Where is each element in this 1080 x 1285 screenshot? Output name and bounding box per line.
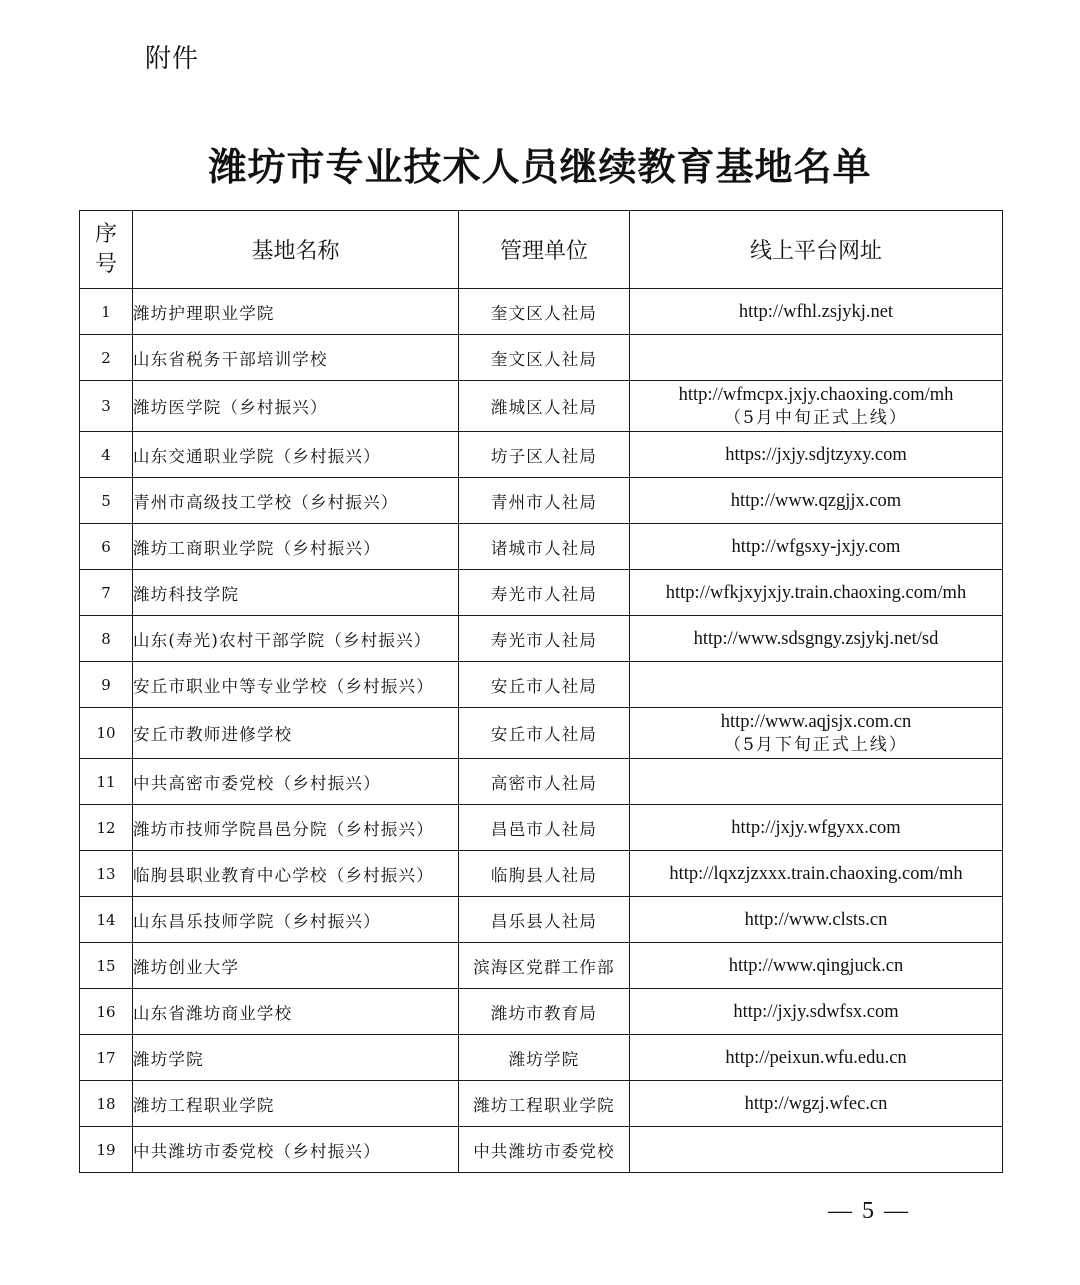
row-number: 13: [80, 851, 133, 897]
column-header-no: [80, 211, 133, 289]
managing-unit: 坊子区人社局: [459, 432, 630, 478]
launch-note: （5月下旬正式上线）: [724, 735, 908, 755]
base-name: 中共潍坊市委党校（乡村振兴）: [133, 1127, 459, 1173]
platform-url-cell: [630, 805, 1003, 851]
managing-unit: 临朐县人社局: [459, 851, 630, 897]
base-name: 中共高密市委党校（乡村振兴）: [133, 759, 459, 805]
platform-url: http://www.qingjuck.cn: [728, 955, 904, 976]
attachment-label: 附件: [145, 44, 200, 74]
platform-url-cell: [630, 897, 1003, 943]
row-number: 16: [80, 989, 133, 1035]
table-row: [80, 662, 1003, 708]
managing-unit: 潍坊市教育局: [459, 989, 630, 1035]
row-number: 5: [80, 478, 133, 524]
platform-url-cell: [630, 570, 1003, 616]
table-row: [80, 1081, 1003, 1127]
table-row: [80, 1035, 1003, 1081]
base-name: 青州市高级技工学校（乡村振兴）: [133, 478, 459, 524]
platform-url-cell: [630, 1127, 1003, 1173]
base-name: 潍坊科技学院: [133, 570, 459, 616]
platform-url-cell: [630, 335, 1003, 381]
row-number: 1: [80, 289, 133, 335]
managing-unit: 潍坊工程职业学院: [459, 1081, 630, 1127]
table-row: [80, 524, 1003, 570]
row-number: 17: [80, 1035, 133, 1081]
column-header-no-line1: 序: [94, 221, 117, 247]
table-row: [80, 989, 1003, 1035]
platform-url: http://jxjy.sdwfsx.com: [733, 1001, 899, 1022]
base-name: 潍坊医学院（乡村振兴）: [133, 381, 459, 432]
column-header-url: 线上平台网址: [630, 211, 1003, 289]
platform-url: http://jxjy.wfgyxx.com: [731, 817, 901, 838]
table-row: [80, 570, 1003, 616]
platform-url: http://wfhl.zsjykj.net: [738, 301, 894, 322]
platform-url-cell: [630, 289, 1003, 335]
platform-url: https://jxjy.sdjtzyxy.com: [725, 444, 907, 465]
managing-unit: 潍坊学院: [459, 1035, 630, 1081]
table-row: [80, 943, 1003, 989]
platform-url-cell: [630, 524, 1003, 570]
table-row: [80, 851, 1003, 897]
column-header-no-line2: 号: [94, 251, 117, 277]
base-name: 潍坊工商职业学院（乡村振兴）: [133, 524, 459, 570]
table-body: [80, 289, 1003, 1173]
base-name: 潍坊创业大学: [133, 943, 459, 989]
table-row: [80, 478, 1003, 524]
base-name: 安丘市职业中等专业学校（乡村振兴）: [133, 662, 459, 708]
platform-url: http://www.aqjsjx.com.cn: [720, 712, 912, 732]
column-header-name: 基地名称: [133, 211, 459, 289]
managing-unit: 潍城区人社局: [459, 381, 630, 432]
managing-unit: 诸城市人社局: [459, 524, 630, 570]
row-number: 10: [80, 708, 133, 759]
row-number: 19: [80, 1127, 133, 1173]
row-number: 9: [80, 662, 133, 708]
base-name: 潍坊护理职业学院: [133, 289, 459, 335]
table-header: [80, 211, 1003, 289]
table-row: [80, 708, 1003, 759]
base-name: 潍坊学院: [133, 1035, 459, 1081]
row-number: 6: [80, 524, 133, 570]
row-number: 3: [80, 381, 133, 432]
platform-url-cell: [630, 478, 1003, 524]
platform-url: http://wfmcpx.jxjy.chaoxing.com/mh: [678, 385, 954, 405]
row-number: 15: [80, 943, 133, 989]
platform-url-cell: [630, 1035, 1003, 1081]
base-name: 临朐县职业教育中心学校（乡村振兴）: [133, 851, 459, 897]
row-number: 7: [80, 570, 133, 616]
platform-url: http://wfgsxy-jxjy.com: [731, 536, 901, 557]
base-name: 山东交通职业学院（乡村振兴）: [133, 432, 459, 478]
managing-unit: 滨海区党群工作部: [459, 943, 630, 989]
managing-unit: 寿光市人社局: [459, 570, 630, 616]
table-row: [80, 759, 1003, 805]
managing-unit: 安丘市人社局: [459, 708, 630, 759]
row-number: 2: [80, 335, 133, 381]
platform-url: http://wfkjxyjxjy.train.chaoxing.com/mh: [665, 582, 967, 603]
platform-url-cell: [630, 381, 1003, 432]
table-row: [80, 897, 1003, 943]
platform-url-cell: [630, 616, 1003, 662]
page-number: — 5 —: [828, 1198, 910, 1224]
launch-note: （5月中旬正式上线）: [724, 408, 908, 428]
row-number: 8: [80, 616, 133, 662]
platform-url: http://peixun.wfu.edu.cn: [725, 1047, 907, 1068]
page-title: 潍坊市专业技术人员继续教育基地名单: [208, 144, 872, 189]
platform-url-cell: [630, 851, 1003, 897]
platform-url-cell: [630, 989, 1003, 1035]
platform-url: http://www.clsts.cn: [744, 909, 888, 930]
platform-url: http://wgzj.wfec.cn: [744, 1093, 888, 1114]
base-name: 山东(寿光)农村干部学院（乡村振兴）: [133, 616, 459, 662]
managing-unit: 奎文区人社局: [459, 335, 630, 381]
platform-url-cell: [630, 708, 1003, 759]
managing-unit: 昌邑市人社局: [459, 805, 630, 851]
platform-url-cell: [630, 943, 1003, 989]
managing-unit: 中共潍坊市委党校: [459, 1127, 630, 1173]
column-header-unit: 管理单位: [459, 211, 630, 289]
platform-url: http://www.sdsgngy.zsjykj.net/sd: [693, 628, 939, 649]
platform-url-cell: [630, 432, 1003, 478]
platform-url-cell: [630, 1081, 1003, 1127]
managing-unit: 昌乐县人社局: [459, 897, 630, 943]
row-number: 12: [80, 805, 133, 851]
table-row: [80, 335, 1003, 381]
managing-unit: 青州市人社局: [459, 478, 630, 524]
row-number: 11: [80, 759, 133, 805]
table-row: [80, 289, 1003, 335]
table-row: [80, 432, 1003, 478]
managing-unit: 奎文区人社局: [459, 289, 630, 335]
table-row: [80, 1127, 1003, 1173]
base-list-table: [79, 210, 1003, 1173]
base-name: 潍坊市技师学院昌邑分院（乡村振兴）: [133, 805, 459, 851]
platform-url-cell: [630, 662, 1003, 708]
row-number: 4: [80, 432, 133, 478]
table-row: [80, 381, 1003, 432]
base-name: 山东省潍坊商业学校: [133, 989, 459, 1035]
base-name: 山东昌乐技师学院（乡村振兴）: [133, 897, 459, 943]
base-name: 安丘市教师进修学校: [133, 708, 459, 759]
base-name: 山东省税务干部培训学校: [133, 335, 459, 381]
managing-unit: 寿光市人社局: [459, 616, 630, 662]
row-number: 18: [80, 1081, 133, 1127]
managing-unit: 高密市人社局: [459, 759, 630, 805]
row-number: 14: [80, 897, 133, 943]
platform-url: http://lqxzjzxxx.train.chaoxing.com/mh: [669, 863, 963, 884]
base-name: 潍坊工程职业学院: [133, 1081, 459, 1127]
table-row: [80, 616, 1003, 662]
platform-url: http://www.qzgjjx.com: [730, 490, 902, 511]
table-row: [80, 805, 1003, 851]
managing-unit: 安丘市人社局: [459, 662, 630, 708]
platform-url-cell: [630, 759, 1003, 805]
